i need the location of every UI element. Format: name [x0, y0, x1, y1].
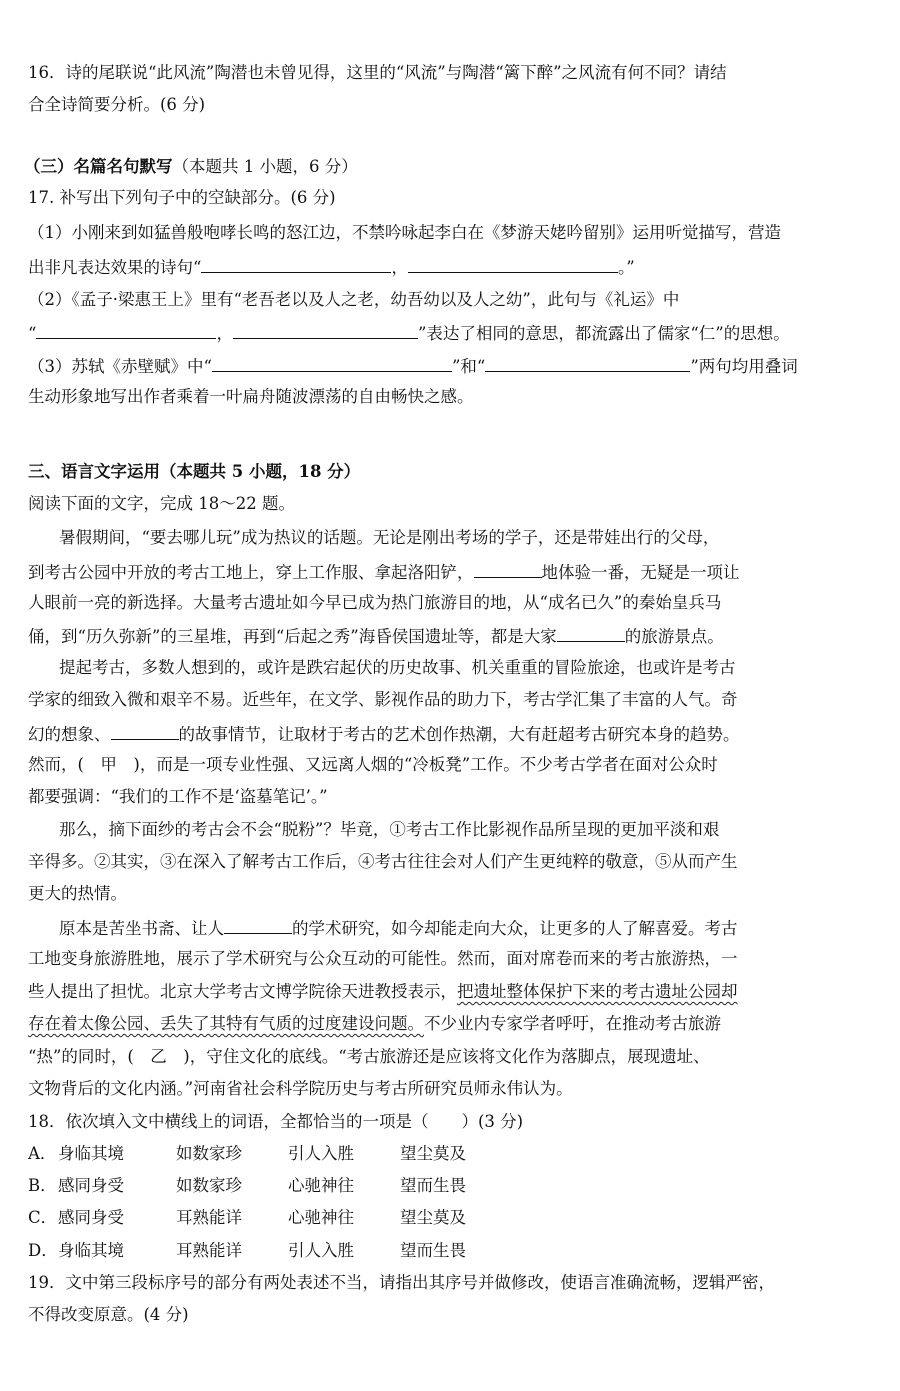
- q17-stem: 17. 补写出下列句子中的空缺部分。(6 分): [28, 188, 336, 207]
- passage-line: 工地变身旅游胜地，展示了学术研究与公众互动的可能性。然而，面对席卷而来的考古旅游热，一: [28, 949, 738, 968]
- part-3-title: 三、语言文字运用（本题共 5 小题，18 分）: [28, 462, 361, 481]
- option-letter: D．: [28, 1241, 58, 1260]
- passage-text: 不少业内专家学者呼吁，在推动考古旅游: [424, 1014, 721, 1033]
- passage-blank-3[interactable]: [111, 722, 179, 740]
- option-word: 如数家珍: [176, 1144, 242, 1163]
- passage-line: [28, 1013, 721, 1035]
- q17-part3-line2: 生动形象地写出作者乘着一叶扁舟随波漂荡的自由畅快之感。: [28, 387, 474, 406]
- passage-text: 地体验一番，无疑是一项让: [541, 563, 740, 582]
- passage-text: 俑，到“历久弥新”的三星堆，再到“后起之秀”海昏侯国遗址等，都是大家: [28, 627, 557, 646]
- section-3-note: （本题共 1 小题，6 分）: [172, 157, 358, 176]
- wavy-underlined-sentence: 把遗址整体保护下来的考古遗址公园却: [457, 982, 738, 1001]
- option-word: 心驰神往: [288, 1176, 354, 1195]
- q17-blank-2[interactable]: [408, 255, 618, 273]
- option-word: 感同身受: [58, 1176, 124, 1195]
- passage-text: 的故事情节，让取材于考古的艺术创作热潮，大有赶超考古研究本身的趋势。: [178, 725, 740, 744]
- passage-text: 的旅游景点。: [624, 627, 724, 646]
- q19-line-2: 不得改变原意。(4 分): [28, 1305, 189, 1324]
- option-word: 望而生畏: [400, 1241, 466, 1260]
- passage-line: 更大的热情。: [28, 884, 127, 903]
- passage-line: [28, 560, 740, 584]
- passage-line: 都要强调：“我们的工作不是‘盗墓笔记’。”: [28, 787, 328, 806]
- q17-part1-line1: （1）小刚来到如猛兽般咆哮长鸣的怒江边，不禁吟咏起李白在《梦游天姥吟留别》运用听觉描写，营造: [28, 223, 781, 242]
- option-letter: B．: [28, 1176, 57, 1195]
- q17-part3-end: ”两句均用叠词: [690, 357, 798, 376]
- q17-blank-4[interactable]: [233, 321, 418, 339]
- passage-text: 幻的想象、: [28, 725, 111, 744]
- option-word: 耳熟能详: [176, 1208, 242, 1227]
- q17-blank-3[interactable]: [36, 321, 216, 339]
- passage-blank-2[interactable]: [557, 624, 625, 642]
- option-word: 引人入胜: [288, 1144, 354, 1163]
- q17-part2-line2: [28, 321, 790, 345]
- q17-part1-line2: [28, 255, 635, 279]
- q17-part2-end: ”表达了相同的意思，都流露出了儒家“仁”的思想。: [417, 324, 790, 343]
- q17-part3-prefix: （3）苏轼《赤壁赋》中“: [28, 357, 212, 376]
- passage-text: 些人提出了担忧。北京大学考古文博学院徐天进教授表示，: [28, 982, 457, 1001]
- wavy-underlined-sentence: 存在着太像公园、丢失了其特有气质的过度建设问题。: [28, 1014, 424, 1033]
- option-word: 耳熟能详: [176, 1241, 242, 1260]
- q18-option-d[interactable]: [28, 1240, 466, 1262]
- q17-part1-prefix: 出非凡表达效果的诗句“: [28, 258, 202, 277]
- passage-text: 原本是苦坐书斋、让人: [59, 919, 224, 938]
- passage-text: 到考古公园中开放的考古工地上，穿上工作服、拿起洛阳铲，: [28, 563, 474, 582]
- q17-part2-prefix: “: [28, 324, 37, 343]
- option-word: 引人入胜: [288, 1241, 354, 1260]
- passage-line: [28, 624, 724, 648]
- passage-line: 人眼前一亮的新选择。大量考古遗址如今早已成为热门旅游目的地，从“成名已久”的秦始皇兵马: [28, 593, 722, 612]
- q18-option-a[interactable]: [28, 1143, 466, 1165]
- passage-line: 辛得多。②其实，③在深入了解考古工作后，④考古往往会对人们产生更纯粹的敬意，⑤从而产生: [28, 852, 738, 871]
- passage-line: [28, 722, 740, 746]
- q17-part3-line1: [28, 354, 798, 378]
- option-word: 望尘莫及: [400, 1144, 466, 1163]
- passage-text: 的学术研究，如今却能走向大众，让更多的人了解喜爱。考古: [292, 919, 738, 938]
- q17-blank-5[interactable]: [212, 354, 452, 372]
- q17-part3-mid: ”和“: [451, 357, 486, 376]
- option-word: 心驰神往: [288, 1208, 354, 1227]
- passage-blank-1[interactable]: [474, 560, 542, 578]
- passage-blank-4[interactable]: [224, 916, 292, 934]
- passage-line: 那么，摘下面纱的考古会不会“脱粉”？毕竟，①考古工作比影视作品所呈现的更加平淡和艰: [59, 820, 720, 839]
- q17-comma-2: ，: [216, 324, 233, 343]
- option-word: 感同身受: [58, 1208, 124, 1227]
- passage-line: “热”的同时，( 乙 )，守住文化的底线。“考古旅游还是应该将文化作为落脚点，展现遗址、: [28, 1047, 710, 1066]
- q17-comma-1: ，: [391, 258, 408, 277]
- option-word: 望而生畏: [400, 1176, 466, 1195]
- option-word: 身临其境: [58, 1241, 124, 1260]
- q16-line-2: 合全诗简要分析。(6 分): [28, 95, 206, 114]
- part-3-intro: 阅读下面的文字，完成 18～22 题。: [28, 494, 295, 513]
- passage-line: 学家的细致入微和艰辛不易。近些年，在文学、影视作品的助力下，考古学汇集了丰富的人气。奇: [28, 690, 738, 709]
- option-letter: A．: [28, 1144, 57, 1163]
- q19-line-1: 19．文中第三段标序号的部分有两处表述不当，请指出其序号并做修改，使语言准确流畅，逻辑严密，: [28, 1273, 775, 1292]
- q18-stem: 18．依次填入文中横线上的词语，全都恰当的一项是（ ）(3 分): [28, 1112, 524, 1131]
- option-word: 如数家珍: [176, 1176, 242, 1195]
- option-word: 身临其境: [58, 1144, 124, 1163]
- section-3-heading: [24, 156, 358, 178]
- passage-line: 文物背后的文化内涵。”河南省社会科学院历史与考古所研究员师永伟认为。: [28, 1079, 573, 1098]
- q18-option-c[interactable]: [28, 1207, 466, 1229]
- passage-line: [59, 916, 738, 940]
- passage-line: [28, 981, 738, 1003]
- passage-line: 暑假期间，“要去哪儿玩”成为热议的话题。无论是刚出考场的学子，还是带娃出行的父母，: [59, 528, 720, 547]
- q16-line-1: 16．诗的尾联说“此风流”陶潜也未曾见得，这里的“风流”与陶潜“篱下醉”之风流有何不同？请结: [28, 63, 727, 82]
- q18-option-b[interactable]: [28, 1175, 466, 1197]
- passage-line: 提起考古，多数人想到的，或许是跌宕起伏的历史故事、机关重重的冒险旅途，也或许是考古: [59, 658, 736, 677]
- section-3-title: （三）名篇名句默写: [24, 157, 173, 176]
- q17-part1-end: 。”: [617, 258, 635, 277]
- q17-blank-1[interactable]: [201, 255, 391, 273]
- option-letter: C．: [28, 1208, 58, 1227]
- q17-blank-6[interactable]: [485, 354, 690, 372]
- passage-line: 然而，( 甲 )，而是一项专业性强、又远离人烟的“冷板凳”工作。不少考古学者在面对公众时: [28, 755, 718, 774]
- option-word: 望尘莫及: [400, 1208, 466, 1227]
- q17-part2-line1: （2）《孟子·梁惠王上》里有“老吾老以及人之老，幼吾幼以及人之幼”，此句与《礼运》中: [28, 290, 680, 309]
